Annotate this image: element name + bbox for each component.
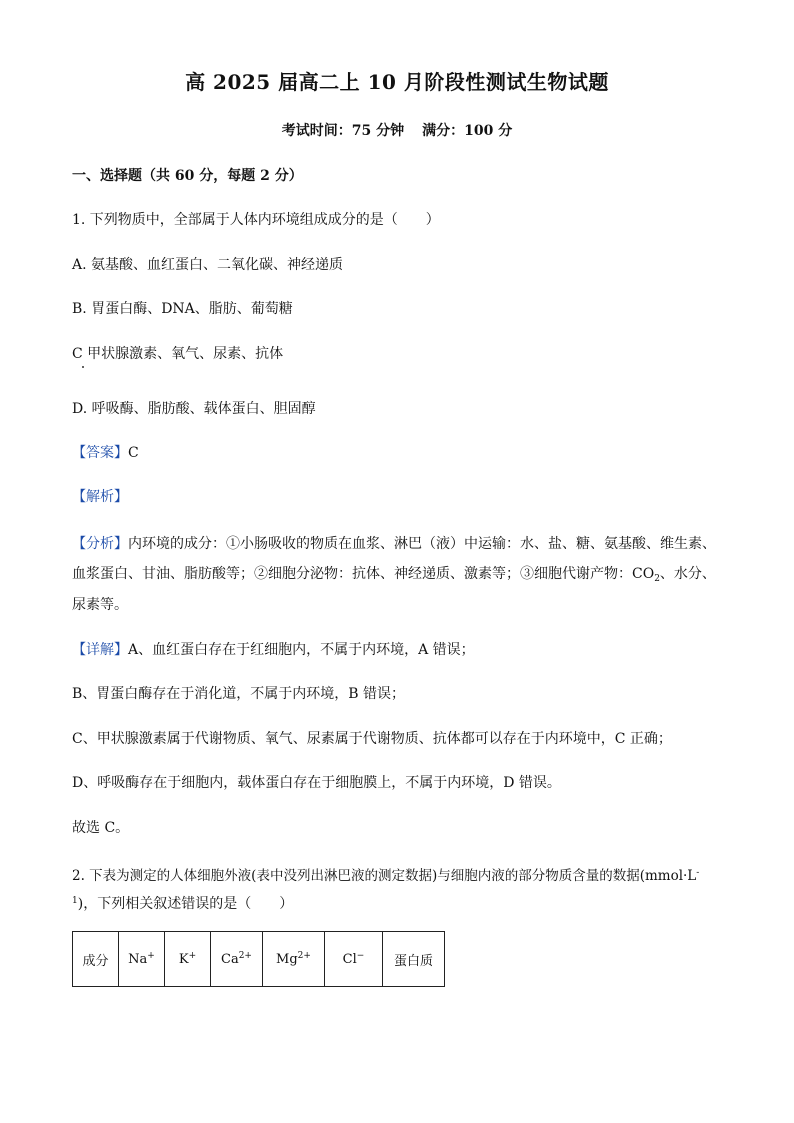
detail-text-a: A、血红蛋白存在于红细胞内，不属于内环境，A 错误； — [128, 642, 475, 658]
detail-line-a — [72, 639, 475, 661]
answer-value: C — [128, 445, 139, 461]
fenxi-line-3: 尿素等。 — [72, 597, 128, 613]
q2-stem-line-2 — [72, 890, 293, 915]
fenxi-text-1: 内环境的成分：①小肠吸收的物质在血浆、淋巴（液）中运输：水、盐、糖、氨基酸、维生素、 — [128, 536, 716, 552]
exam-time: 考试时间：75 分钟 — [281, 123, 405, 139]
header-cell-protein: 蛋白质 — [383, 932, 445, 987]
unit-superscript-minus: - — [696, 868, 700, 878]
analysis-tag: 【解析】 — [72, 489, 128, 505]
q2-stem-text-1: 2. 下表为测定的人体细胞外液(表中没列出淋巴液的测定数据)与细胞内液的部分物质含量的数据(mmol·L — [72, 868, 697, 884]
detail-line-d: D、呼吸酶存在于细胞内，载体蛋白存在于细胞膜上，不属于内环境，D 错误。 — [72, 775, 561, 791]
q2-stem-text-2: )，下列相关叙述错误的是（ ） — [77, 896, 294, 912]
q1-option-c: C 甲状腺激素、氧气、尿素、抗体 — [72, 346, 284, 362]
answer-tag: 【答案】 — [72, 445, 128, 461]
q1-stem: 1. 下列物质中，全部属于人体内环境组成成分的是（ ） — [72, 212, 440, 228]
header-cell-mg: $Mg^{2+}$ — [263, 932, 325, 987]
q1-option-a: A. 氨基酸、血红蛋白、二氧化碳、神经递质 — [72, 257, 344, 273]
detail-line-b: B、胃蛋白酶存在于消化道，不属于内环境，B 错误； — [72, 686, 406, 702]
header-cell-na: Na+ — [119, 932, 165, 987]
fenxi-line-1 — [72, 533, 716, 555]
q1-option-b: B. 胃蛋白酶、DNA、脂肪、葡萄糖 — [72, 301, 293, 317]
q1-conclusion: 故选 C。 — [72, 820, 130, 836]
header-cell-cl: Cl− — [325, 932, 383, 987]
detail-line-c: C、甲状腺激素属于代谢物质、氧气、尿素属于代谢物质、抗体都可以存在于内环境中，C 正确； — [72, 731, 672, 747]
exam-info — [0, 120, 794, 140]
full-score: 满分：100 分 — [422, 123, 513, 139]
q1-answer — [72, 442, 139, 464]
table-header-row — [73, 932, 445, 987]
xiangjie-tag: 【详解】 — [72, 642, 128, 658]
header-cell-component: 成分 — [73, 932, 119, 987]
q1-option-d: D. 呼吸酶、脂肪酸、载体蛋白、胆固醇 — [72, 401, 316, 417]
section-heading: 一、选择题（共 60 分，每题 2 分） — [72, 168, 303, 184]
co2-subscript: 2 — [654, 574, 660, 584]
stray-dot — [82, 366, 84, 368]
unit-superscript-one: 1 — [72, 896, 78, 906]
header-cell-ca: $Ca^{2+}$ — [211, 932, 263, 987]
q2-stem-line-1 — [72, 862, 699, 887]
fenxi-line-2 — [72, 563, 716, 590]
header-cell-k: K+ — [165, 932, 211, 987]
fenxi-text-2a: 血浆蛋白、甘油、脂肪酸等；②细胞分泌物：抗体、神经递质、激素等；③细胞代谢产物：CO — [72, 566, 655, 582]
fenxi-text-2b: 、水分、 — [659, 566, 716, 582]
page-title: 高 2025 届高二上 10 月阶段性测试生物试题 — [185, 70, 609, 94]
ion-content-table — [72, 931, 445, 987]
fenxi-tag: 【分析】 — [72, 536, 128, 552]
